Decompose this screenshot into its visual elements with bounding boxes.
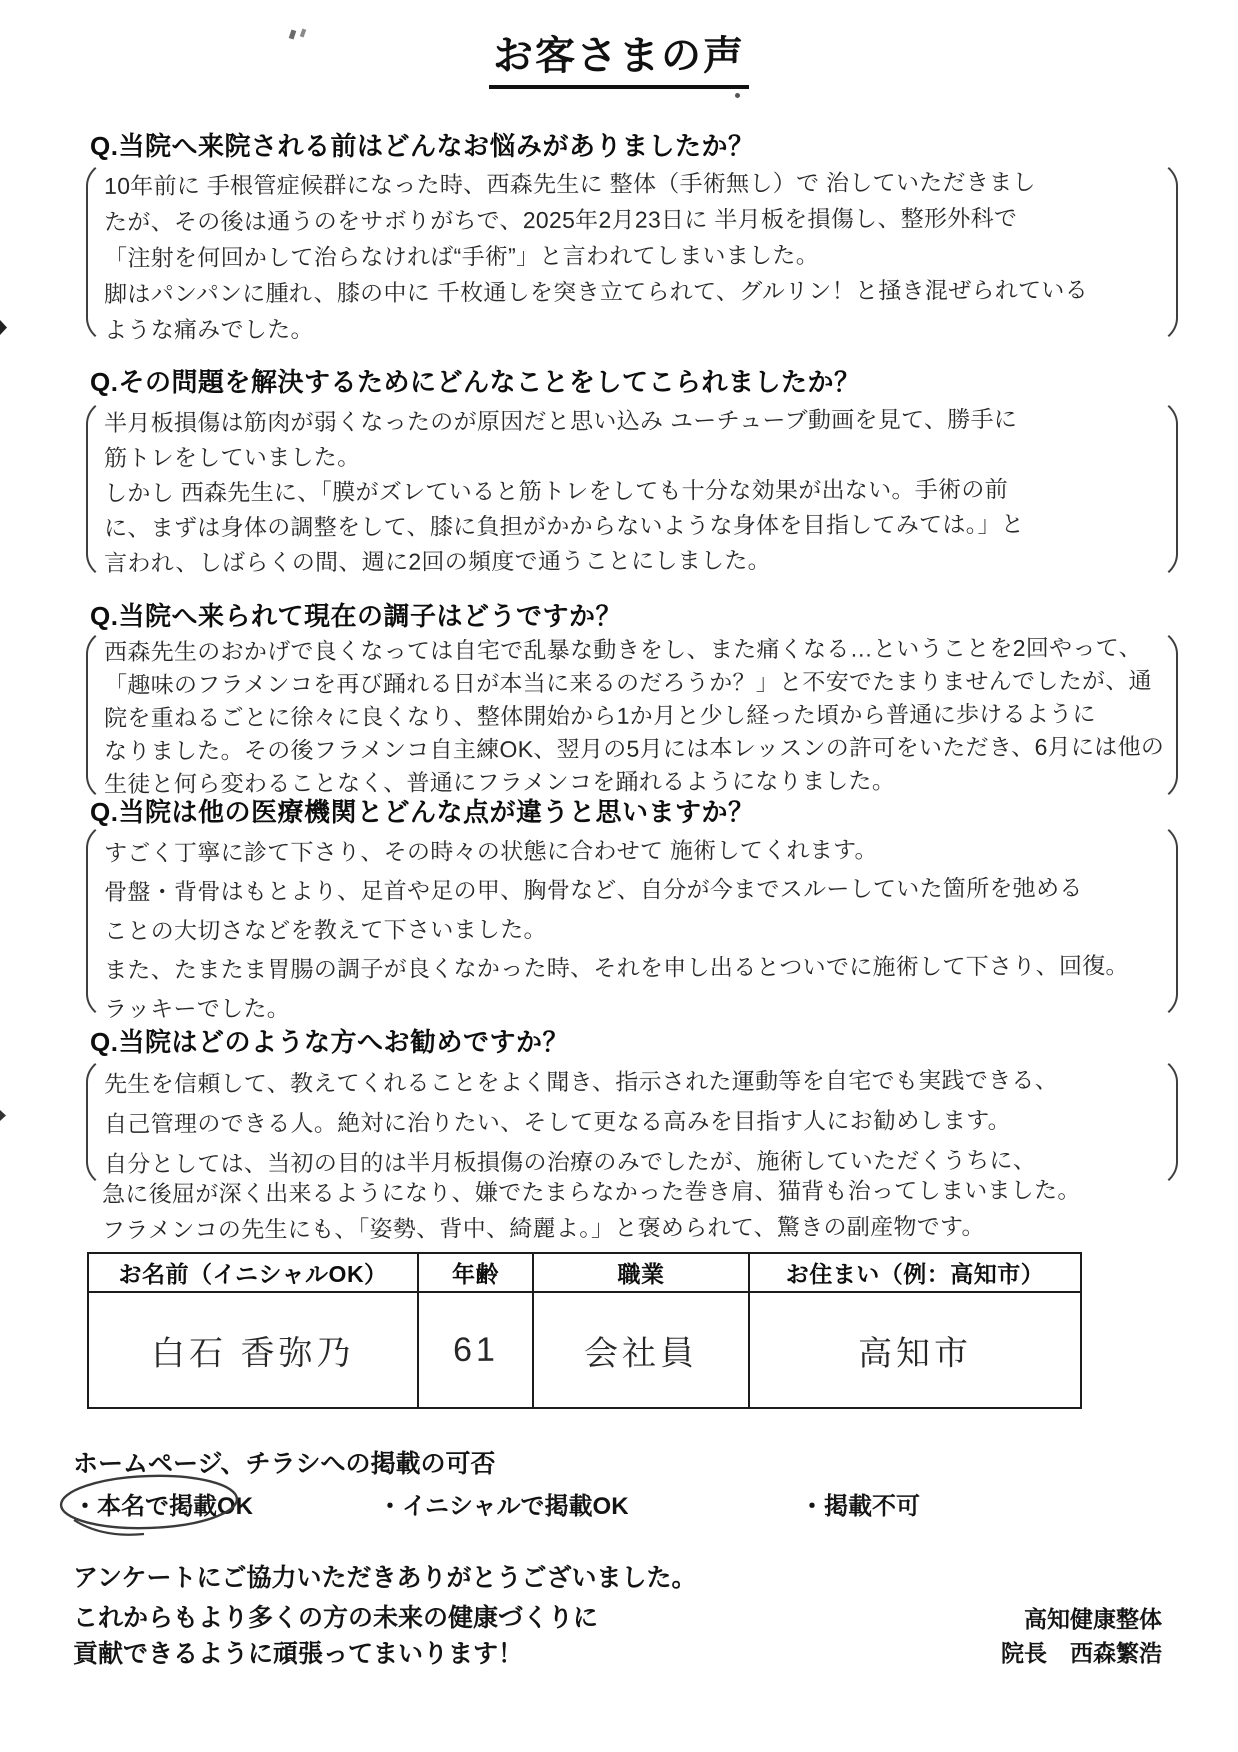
question-3-heading: Q.当院へ来られて現在の調子はどうですか？ bbox=[90, 601, 622, 631]
scan-artifact bbox=[0, 1110, 6, 1121]
respondent-info-table bbox=[87, 1252, 1082, 1409]
handwritten-line: 「趣味のフラメンコを再び踊れる日が本当に来るのだろうか？」と不安でたまりませんでしたが、通 bbox=[104, 667, 1152, 698]
table-header-row bbox=[88, 1253, 1081, 1292]
header-address: お住まい（例：高知市） bbox=[749, 1253, 1081, 1292]
answer-3-box bbox=[86, 626, 1178, 804]
handwritten-line: 生徒と何ら変わることなく、普通にフラメンコを踊れるようになりました。 bbox=[104, 767, 896, 797]
handwritten-line: 自分としては、当初の目的は半月板損傷の治療のみでしたが、施術していただくうちに、 bbox=[104, 1146, 1037, 1177]
consent-heading: ホームページ、チラシへの掲載の可否 bbox=[73, 1450, 496, 1478]
table-value-row bbox=[88, 1292, 1081, 1408]
scan-artifact bbox=[0, 320, 7, 335]
header-job: 職業 bbox=[533, 1253, 749, 1292]
handwritten-line: 西森先生のおかげで良くなっては自宅で乱暴な動きをし、また痛くなる…ということを2回やって、 bbox=[104, 634, 1142, 665]
closing-message-line-2: 貢献できるように頑張ってまいります！ bbox=[73, 1640, 524, 1668]
handwritten-line: 言われ、しばらくの間、週に2回の頻度で通うことにしました。 bbox=[104, 547, 771, 576]
header-name: お名前（イニシャルOK） bbox=[88, 1253, 418, 1292]
handwritten-line: たが、その後は通うのをサボりがちで、2025年2月23日に 半月板を損傷し、整形外科で bbox=[104, 204, 1018, 235]
clinic-name: 高知健康整体 bbox=[1024, 1606, 1162, 1632]
handwritten-line: しかし 西森先生に、「膜がズレていると筋トレをしても十分な効果が出ない。手術の前 bbox=[104, 475, 1009, 506]
page-title: お客さまの声 bbox=[0, 24, 1238, 89]
consent-option-no-publication: ・ 掲載不可 bbox=[800, 1486, 920, 1521]
value-age: 61 bbox=[418, 1292, 533, 1408]
scan-artifact bbox=[735, 93, 740, 98]
closing-message-line-1: これからもより多くの方の未来の健康づくりに bbox=[73, 1604, 599, 1632]
value-job: 会社員 bbox=[533, 1292, 749, 1408]
handwritten-line: 脚はパンパンに腫れ、膝の中に 千枚通しを突き立てられて、グルリン！と掻き混ぜられている bbox=[104, 276, 1089, 307]
handwritten-line: 急に後屈が深く出来るようになり、嫌でたまらなかった巻き肩、猫背も治ってしまいました。 bbox=[102, 1176, 1081, 1207]
header-age: 年齢 bbox=[418, 1253, 533, 1292]
value-name: 白石 香弥乃 bbox=[88, 1292, 418, 1408]
handwritten-line: フラメンコの先生にも、「姿勢、背中、綺麗よ。」と褒められて、驚きの副産物です。 bbox=[102, 1213, 985, 1243]
handwritten-line: ような痛みでした。 bbox=[104, 316, 314, 343]
handwritten-line: 筋トレをしていました。 bbox=[104, 443, 361, 471]
question-5-heading: Q.当院はどのような方へお勧めですか？ bbox=[90, 1027, 569, 1057]
handwritten-line: 自己管理のできる人。絶対に治りたい、そして更なる高みを目指す人にお勧めします。 bbox=[104, 1106, 1012, 1137]
answer-1-box bbox=[86, 158, 1178, 346]
answer-5-box bbox=[86, 1054, 1178, 1190]
handwritten-line: すごく丁寧に診て下さり、その時々の状態に合わせて 施術してくれます。 bbox=[104, 836, 878, 866]
answer-4-box bbox=[86, 820, 1178, 1022]
answer-2-box bbox=[86, 396, 1178, 582]
handwritten-line: に、まずは身体の調整をして、膝に負担がかからないような身体を目指してみては。」と bbox=[104, 510, 1025, 541]
question-4-heading: Q.当院は他の医療機関とどんな点が違うと思いますか？ bbox=[90, 797, 755, 827]
handwritten-line: 半月板損傷は筋肉が弱くなったのが原因だと思い込み ユーチューブ動画を見て、勝手に bbox=[104, 405, 1018, 436]
consent-option-real-name: ・ 本名で掲載OK bbox=[73, 1486, 253, 1521]
question-2-heading: Q.その問題を解決するためにどんなことをしてこられましたか？ bbox=[90, 367, 861, 397]
clinic-director: 院長 西森繁浩 bbox=[1001, 1640, 1162, 1666]
handwritten-line: また、たまたま胃腸の調子が良くなかった時、それを申し出るとついでに施術して下さり、回復。 bbox=[104, 952, 1129, 983]
handwritten-line: 先生を信頼して、教えてくれることをよく聞き、指示された運動等を自宅でも実践できる、 bbox=[104, 1066, 1059, 1097]
handwritten-line: ラッキーでした。 bbox=[104, 995, 291, 1022]
thanks-message: アンケートにご協力いただきありがとうございました。 bbox=[73, 1564, 697, 1592]
consent-option-initials: ・ イニシャルで掲載OK bbox=[378, 1486, 629, 1521]
handwritten-line: 骨盤・背骨はもとより、足首や足の甲、胸骨など、自分が今までスルーしていた箇所を弛める bbox=[104, 874, 1083, 905]
handwritten-line: 院を重ねるごとに徐々に良くなり、整体開始から1か月と少し経った頃から普通に歩けるように bbox=[104, 700, 1096, 731]
handwritten-line: 10年前に 手根管症候群になった時、西森先生に 整体（手術無し）で 治していただきまし bbox=[104, 168, 1036, 199]
clinic-signature bbox=[1001, 1602, 1162, 1670]
handwritten-line: ことの大切さなどを教えて下さいました。 bbox=[104, 915, 547, 944]
answer-5-overflow bbox=[102, 1176, 1081, 1248]
question-1-heading: Q.当院へ来院される前はどんなお悩みがありましたか？ bbox=[90, 131, 755, 161]
handwritten-line: 「注射を何回かして治らなければ“手術”」と言われてしまいました。 bbox=[104, 241, 820, 271]
value-address: 高知市 bbox=[749, 1292, 1081, 1408]
handwritten-line: なりました。その後フラメンコ自主練OK、翌月の5月には本レッスンの許可をいただき、6月には他の bbox=[104, 733, 1165, 764]
